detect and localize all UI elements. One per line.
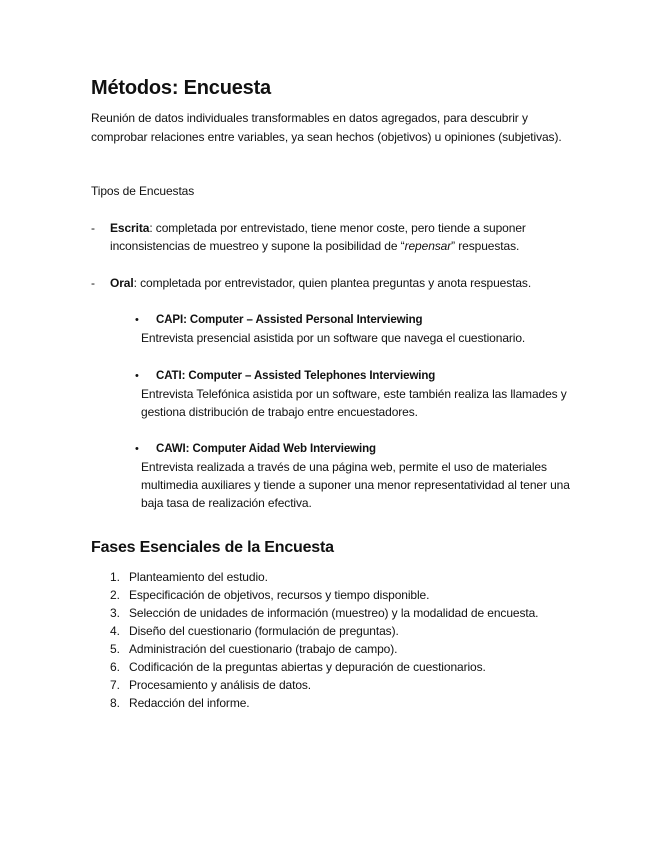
- survey-type-oral: [91, 274, 571, 292]
- oral-description: [110, 274, 571, 292]
- list-item-text: Diseño del cuestionario (formulación de preguntas).: [129, 624, 399, 638]
- list-number: 5.: [110, 642, 120, 656]
- method-title: CAPI: Computer – Assisted Personal Interviewing: [156, 314, 423, 326]
- method-title: CATI: Computer – Assisted Telephones Interviewing: [156, 370, 436, 382]
- bullet-icon: •: [135, 443, 139, 455]
- phases-heading: Fases Esenciales de la Encuesta: [91, 539, 334, 556]
- bullet-icon: •: [135, 314, 139, 326]
- list-item: [110, 568, 538, 586]
- escrita-description: [110, 219, 571, 255]
- method-cawi: [135, 440, 571, 512]
- method-description: Entrevista realizada a través de una página web, permite el uso de materiales multimedia auxiliares y tiende a suponer una menor representatividad al tener una baja tasa de realización efectiva.: [141, 460, 570, 510]
- method-title: CAWI: Computer Aidad Web Interviewing: [156, 443, 376, 455]
- survey-type-escrita: [91, 219, 571, 255]
- page-title: Métodos: Encuesta: [91, 77, 271, 99]
- method-description: Entrevista presencial asistida por un software que navega el cuestionario.: [141, 331, 526, 345]
- survey-types-heading: Tipos de Encuestas: [91, 184, 195, 198]
- method-capi: [135, 311, 571, 347]
- oral-label: Oral: [110, 276, 134, 290]
- bullet-icon: •: [135, 370, 139, 382]
- list-item-text: Redacción del informe.: [129, 696, 250, 710]
- escrita-text-before: : completada por entrevistado, tiene menor coste, pero tiende a suponer inconsistencias de muestreo y supone la posibilidad de “: [110, 221, 526, 253]
- list-item-text: Selección de unidades de información (muestreo) y la modalidad de encuesta.: [129, 606, 539, 620]
- method-cati: [135, 367, 571, 421]
- list-number: 1.: [110, 570, 120, 584]
- phases-list: [110, 568, 538, 712]
- list-item: [110, 640, 538, 658]
- list-item: [110, 622, 538, 640]
- dash-marker: -: [91, 221, 95, 235]
- list-item-text: Planteamiento del estudio.: [129, 570, 268, 584]
- list-number: 4.: [110, 624, 120, 638]
- list-item-text: Especificación de objetivos, recursos y tiempo disponible.: [129, 588, 430, 602]
- intro-paragraph: Reunión de datos individuales transformables en datos agregados, para descubrir y comprobar relaciones entre variables, ya sean hechos (objetivos) u opiniones (subjetivas).: [91, 111, 562, 144]
- dash-marker: -: [91, 276, 95, 290]
- list-item: [110, 586, 538, 604]
- list-item: [110, 676, 538, 694]
- list-item-text: Administración del cuestionario (trabajo de campo).: [129, 642, 398, 656]
- list-number: 8.: [110, 696, 120, 710]
- list-number: 6.: [110, 660, 120, 674]
- escrita-emphasis: repensar: [404, 239, 452, 253]
- oral-text: : completada por entrevistador, quien plantea preguntas y anota respuestas.: [133, 276, 532, 290]
- escrita-label: Escrita: [110, 221, 150, 235]
- list-item: [110, 604, 538, 622]
- method-description: Entrevista Telefónica asistida por un software, este también realiza las llamades y gestiona distribución de trabajo entre encuestadores.: [141, 387, 567, 419]
- list-item-text: Codificación de la preguntas abiertas y depuración de cuestionarios.: [129, 660, 486, 674]
- list-item-text: Procesamiento y análisis de datos.: [129, 678, 312, 692]
- list-item: [110, 658, 538, 676]
- list-number: 2.: [110, 588, 120, 602]
- list-number: 7.: [110, 678, 120, 692]
- escrita-text-after: ” respuestas.: [451, 239, 520, 253]
- list-number: 3.: [110, 606, 120, 620]
- list-item: [110, 694, 538, 712]
